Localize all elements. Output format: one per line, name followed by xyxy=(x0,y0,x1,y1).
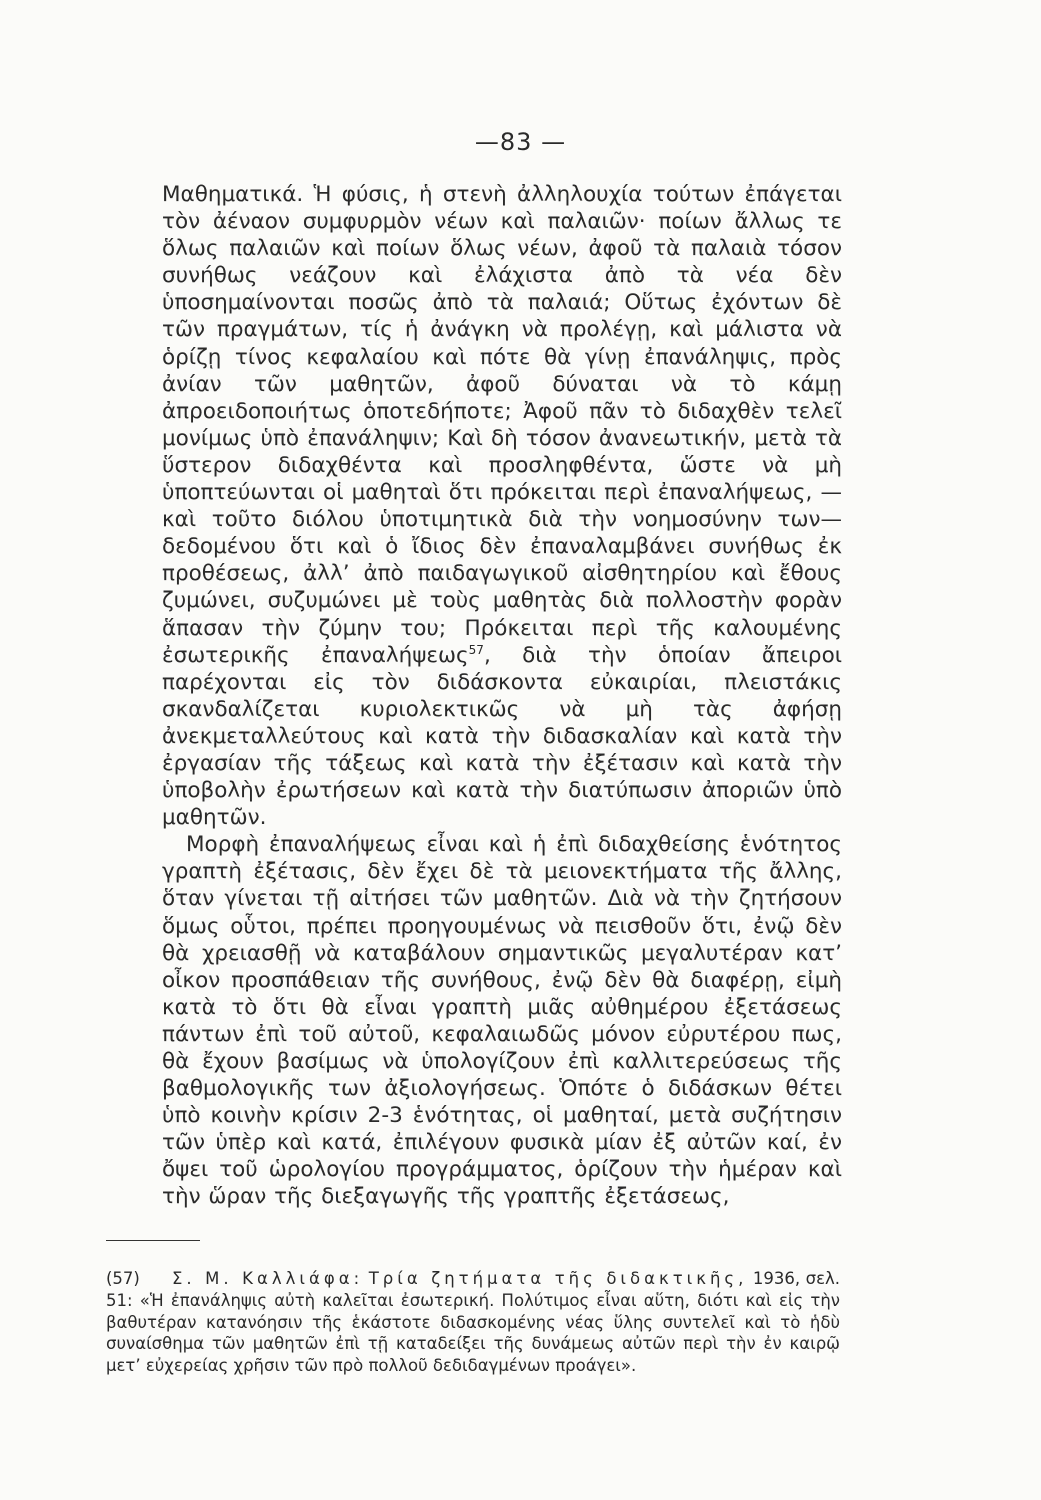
footnote-divider xyxy=(106,1240,200,1241)
paragraph-2: Μορφὴ ἐπαναλήψεως εἶναι καὶ ἡ ἐπὶ διδαχθείσης ἑνότητος γραπτὴ ἐξέτασις, δὲν ἔχει δὲ τὰ μειονεκτήματα τῆς ἄλλης, ὅταν γίνεται τῇ αἰτήσει τῶν μαθητῶν. Διὰ νὰ τὴν ζητήσουν ὅμως οὗτοι, πρέπει προηγουμένως νὰ πεισθοῦν ὅτι, ἐνῷ δὲν θὰ χρειασθῇ νὰ καταβάλουν σημαντικῶς μεγαλυτέραν κατ’ οἶκον προσπάθειαν τῆς συνήθους, ἐνῷ δὲν θὰ διαφέρῃ, εἰμὴ κατὰ τὸ ὅτι θὰ εἶναι γραπτὴ μιᾶς αὐθημέρου ἐξετάσεως πάντων ἐπὶ τοῦ αὐτοῦ, κεφαλαιωδῶς μόνον εὐρυτέρου πως, θὰ ἔχουν βασίμως νὰ ὑπολογίζουν ἐπὶ καλλιτερεύσεως τῆς βαθμολογικῆς των ἀξιολογήσεως. Ὁπότε ὁ διδάσκων θέτει ὑπὸ κοινὴν κρίσιν 2-3 ἑνότητας, οἱ μαθηταί, μετὰ συζήτησιν τῶν ὑπὲρ καὶ κατά, ἐπιλέγουν φυσικὰ μίαν ἐξ αὐτῶν καί, ἐν ὄψει τοῦ ὡρολογίου προγράμματος, ὁρίζουν τὴν ἡμέραν καὶ τὴν ὥραν τῆς διεξαγωγῆς τῆς γραπτῆς ἐξετάσεως, xyxy=(162,832,842,1210)
page-number: —83 — xyxy=(474,128,567,156)
footnote-title: Τρία ζητήματα τῆς διδακτικῆς, xyxy=(368,1269,748,1288)
footnote-number: (57) xyxy=(106,1269,140,1288)
paragraph-1 xyxy=(162,181,842,831)
paragraph-1-end: , διὰ τὴν ὁποίαν ἄπειροι παρέχονται εἰς τὸν διδάσκοντα εὐκαιρίαι, πλειστάκις σκανδαλίζεται κυριολεκτικῶς νὰ μὴ τὰς ἀφήσῃ ἀνεκμεταλλεύτους καὶ κατὰ τὴν διδασκαλίαν καὶ κατὰ τὴν ἐργασίαν τῆς τάξεως καὶ κατὰ τὴν ἐξέτασιν καὶ κατὰ τὴν ὑποβολὴν ἐρωτήσεων καὶ κατὰ τὴν διατύπωσιν ἀποριῶν ὑπὸ μαθητῶν. xyxy=(162,642,843,831)
body-text xyxy=(162,181,842,1211)
footnote-text: 1936, σελ. 51: «Ἡ ἐπανάληψις αὐτὴ καλεῖται ἐσωτερική. Πολύτιμος εἶναι αὕτη, διότι καὶ εἰς τὴν βαθυτέραν κατανόησιν τῆς ἑκάστοτε διδασκομένης νέας ὕλης συντελεῖ καὶ τὸ ἡδὺ συναίσθημα τῶν μαθητῶν ἐπὶ τῇ καταδείξει τῆς δυνάμεως αὐτῶν περὶ τὴν ἐν καιρῷ μετ’ εὐχερείας χρῆσιν τῶν πρὸ πολλοῦ δεδιδαγμένων προάγει». xyxy=(106,1269,840,1376)
footnote-author: Σ. Μ. Καλλιάφα: xyxy=(172,1269,364,1288)
footnote-reference: 57 xyxy=(468,642,484,657)
footnote xyxy=(106,1268,840,1377)
paragraph-1-text: Μαθηματικά. Ἡ φύσις, ἡ στενὴ ἀλληλουχία τούτων ἐπάγεται τὸν ἀέναον συμφυρμὸν νέων καὶ παλαιῶν· ποίων ἄλλως τε ὅλως παλαιῶν καὶ ποίων ὅλως νέων, ἀφοῦ τὰ παλαιὰ τόσον συνήθως νεάζουν καὶ ἐλάχιστα ἀπὸ τὰ νέα δὲν ὑποσημαίνονται ποσῶς ἀπὸ τὰ παλαιά; Οὕτως ἐχόντων δὲ τῶν πραγμάτων, τίς ἡ ἀνάγκη νὰ προλέγῃ, καὶ μάλιστα νὰ ὁρίζῃ τίνος κεφαλαίου καὶ πότε θὰ γίνῃ ἐπανάληψις, πρὸς ἀνίαν τῶν μαθητῶν, ἀφοῦ δύναται νὰ τὸ κάμῃ ἀπροειδοποιήτως ὁποτεδήποτε; Ἀφοῦ πᾶν τὸ διδαχθὲν τελεῖ μονίμως ὑπὸ ἐπανάληψιν; Καὶ δὴ τόσον ἀνανεωτικήν, μετὰ τὰ ὕστερον διδαχθέντα καὶ προσληφθέντα, ὥστε νὰ μὴ ὑποπτεύωνται οἱ μαθηταὶ ὅτι πρόκειται περὶ ἐπαναλήψεως, —καὶ τοῦτο διόλου ὑποτιμητικὰ διὰ τὴν νοημοσύνην των— δεδομένου ὅτι καὶ ὁ ἴδιος δὲν ἐπαναλαμβάνει συνήθως ἐκ προθέσεως, ἀλλ’ ἀπὸ παιδαγωγικοῦ αἰσθητηρίου καὶ ἔθους ζυμώνει, συζυμώνει μὲ τοὺς μαθητὰς διὰ πολλοστὴν φορὰν ἅπασαν τὴν ζύμην του; Πρόκειται περὶ τῆς καλουμένης ἐσωτερικῆς ἐπαναλήψεως xyxy=(162,182,842,668)
